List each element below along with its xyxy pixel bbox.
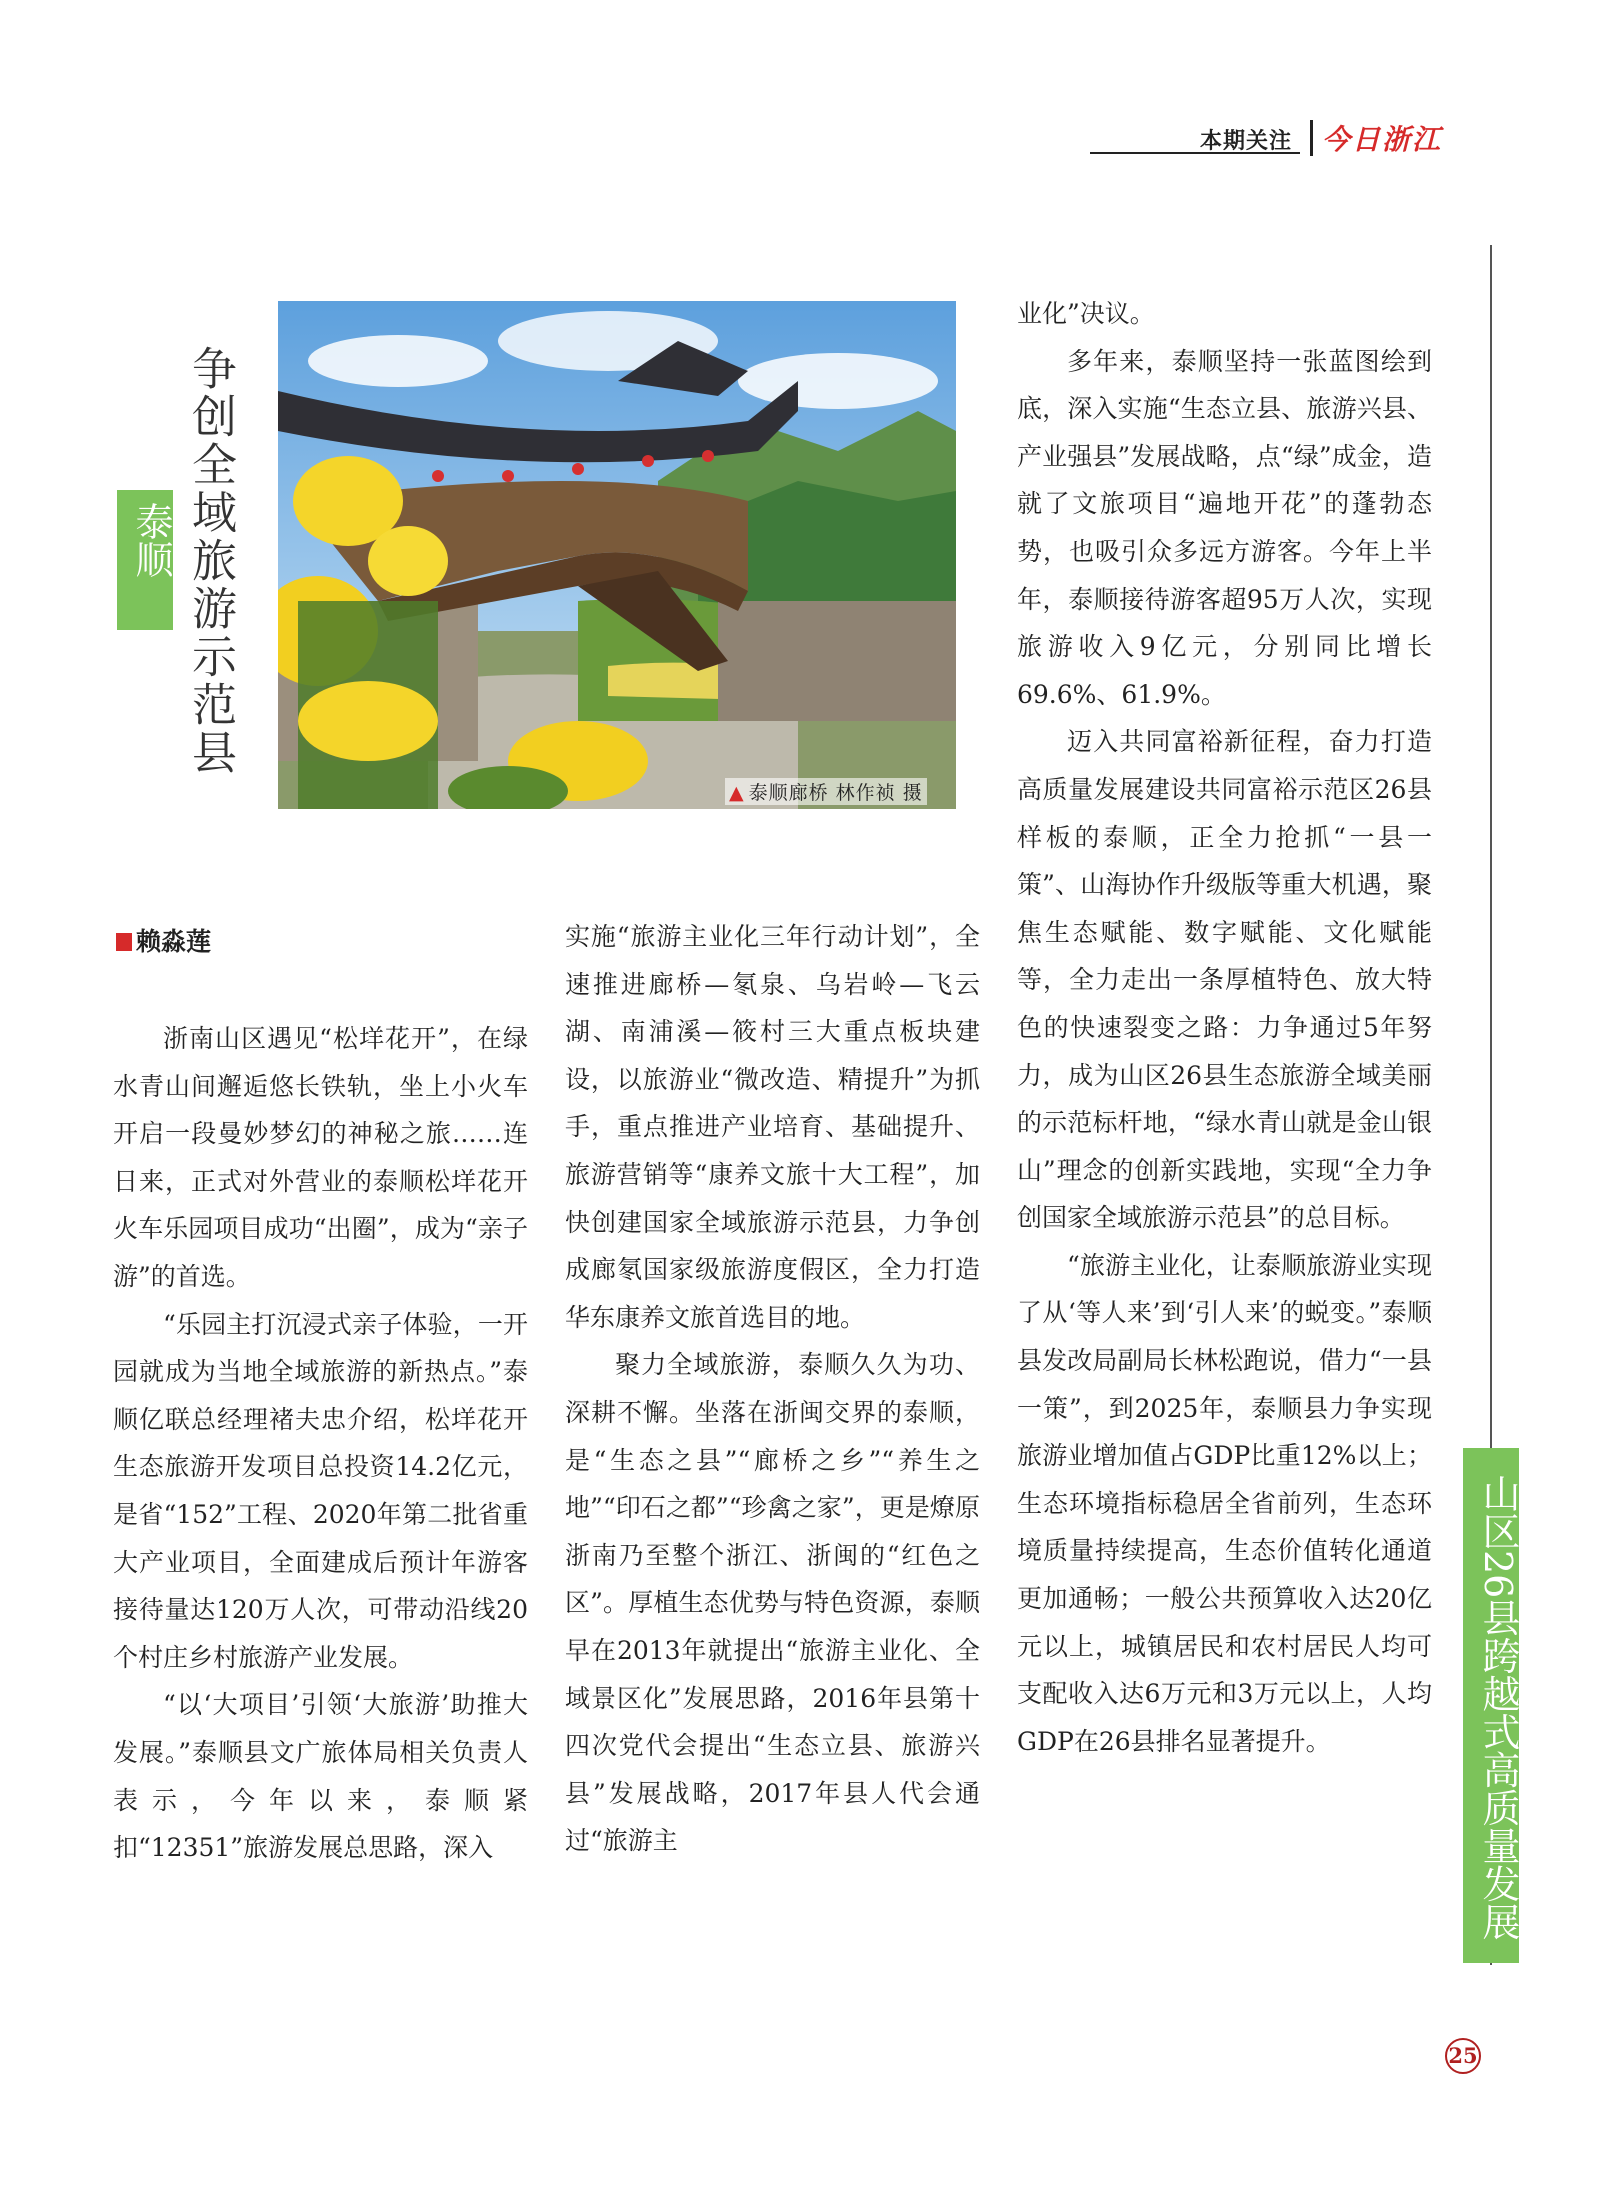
bridge-illustration: [278, 301, 956, 809]
paragraph: 迈入共同富裕新征程，奋力打造高质量发展建设共同富裕示范区26县样板的泰顺，正全力抢抓“一县一策”、山海协作升级版等重大机遇，聚焦生态赋能、数字赋能、文化赋能等，全力走出一条厚植特色、放大特色的快速裂变之路：力争通过5年努力，成为山区26县生态旅游全域美丽的示范标杆地，“绿水青山就是金山银山”理念的创新实践地，实现“全力争创国家全域旅游示范县”的总目标。: [1017, 727, 1432, 1233]
byline-square-icon: [116, 933, 132, 951]
article-column-1: [113, 1015, 528, 1872]
header-section-label: 本期关注: [1200, 129, 1293, 154]
paragraph: “乐园主打沉浸式亲子体验，一开园就成为当地全域旅游的新热点。”泰顺亿联总经理褚夫忠介绍，松垟花开生态旅游开发项目总投资14.2亿元，是省“152”工程、2020年第二批省重大产业项目，全面建成后预计年游客接待量达120万人次，可带动沿线20个村庄乡村旅游产业发展。: [113, 1309, 528, 1672]
side-section-band-text: 山区26县跨越式高质量发展: [1476, 1474, 1520, 1941]
photo-caption-text: 泰顺廊桥 林作祯 摄: [748, 782, 923, 804]
county-tag: [117, 490, 173, 630]
photo-caption: [725, 778, 927, 805]
article-column-3: [1017, 290, 1432, 1765]
paragraph: “以‘大项目’引领‘大旅游’助推大发展。”泰顺县文广旅体局相关负责人表示，今年以来，泰顺紧扣“12351”旅游发展总思路，深入: [113, 1690, 528, 1863]
paragraph: 业化”决议。: [1017, 299, 1155, 328]
magazine-logo: 今日浙江: [1322, 123, 1443, 156]
side-section-band: [1463, 1448, 1519, 1963]
paragraph: 实施“旅游主业化三年行动计划”，全速推进廊桥—氡泉、乌岩岭—飞云湖、南浦溪—筱村三大重点板块建设，以旅游业“微改造、精提升”为抓手，重点推进产业培育、基础提升、旅游营销等“康养文旅十大工程”，加快创建国家全域旅游示范县，力争创成廊氡国家级旅游度假区，全力打造华东康养文旅首选目的地。: [565, 922, 980, 1332]
header-divider: [1310, 120, 1313, 156]
article-title: 争创全域旅游示范县: [184, 345, 237, 777]
paragraph: 多年来，泰顺坚持一张蓝图绘到底，深入实施“生态立县、旅游兴县、产业强县”发展战略，点“绿”成金，造就了文旅项目“遍地开花”的蓬勃态势，也吸引众多远方游客。今年上半年，泰顺接待游客超95万人次，实现旅游收入9亿元，分别同比增长69.6%、61.9%。: [1017, 346, 1432, 709]
author-name: 赖淼莲: [136, 927, 212, 956]
author-byline: [116, 922, 211, 958]
paragraph: “旅游主业化，让泰顺旅游业实现了从‘等人来’到‘引人来’的蜕变。”泰顺县发改局副局长林松跑说，借力“一县一策”，到2025年，泰顺县力争实现旅游业增加值占GDP比重12%以上；生态环境指标稳居全省前列，生态环境质量持续提高，生态价值转化通道更加通畅；一般公共预算收入达20亿元以上，城镇居民和农村居民人均可支配收入达6万元和3万元以上，人均GDP在26县排名显著提升。: [1017, 1250, 1432, 1756]
caption-triangle-icon: ▲: [729, 782, 745, 804]
page-number: 25: [1445, 2038, 1481, 2074]
article-column-2: [565, 913, 980, 1865]
covered-bridge-photo: [278, 301, 956, 809]
county-tag-text: 泰顺: [129, 502, 173, 578]
paragraph: 聚力全域旅游，泰顺久久为功、深耕不懈。坐落在浙闽交界的泰顺，是“生态之县”“廊桥之乡”“养生之地”“印石之都”“珍禽之家”，更是燎原浙南乃至整个浙江、浙闽的“红色之区”。厚植生态优势与特色资源，泰顺早在2013年就提出“旅游主业化、全域景区化”发展思路，2016年县第十四次党代会提出“生态立县、旅游兴县”发展战略，2017年县人代会通过“旅游主: [565, 1350, 980, 1856]
paragraph: 浙南山区遇见“松垟花开”，在绿水青山间邂逅悠长铁轨，坐上小火车开启一段曼妙梦幻的神秘之旅……连日来，正式对外营业的泰顺松垟花开火车乐园项目成功“出圈”，成为“亲子游”的首选。: [113, 1024, 528, 1291]
